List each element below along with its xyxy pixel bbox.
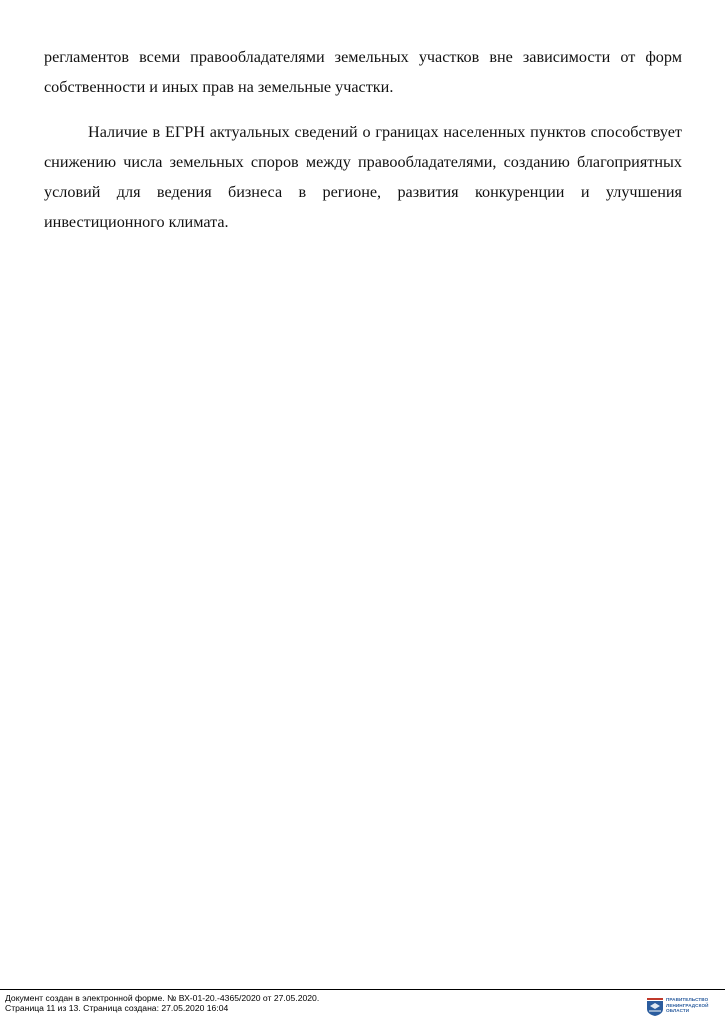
footer-document-info: Документ создан в электронной форме. № ВХ-01-20.-4365/2020 от 27.05.2020. (5, 993, 320, 1003)
logo-line-3: ОБЛАСТИ (666, 1008, 690, 1014)
paragraph-2: Наличие в ЕГРН актуальных сведений о границах населенных пунктов способствует снижению числа земельных споров между правообладателями, созданию благоприятных условий для ведения бизнеса в регионе, развития конкуренции и улучшения инвестиционного климата. (44, 123, 682, 231)
logo-text (666, 997, 709, 1014)
footer-page-info: Страница 11 из 13. Страница создана: 27.05.2020 16:04 (5, 1003, 229, 1013)
document-body (44, 42, 682, 237)
government-logo (647, 997, 723, 1019)
footer-divider (0, 989, 725, 990)
page-footer (0, 989, 725, 1024)
logo-line-2: ЛЕНИНГРАДСКОЙ (666, 1002, 709, 1008)
paragraph-1: регламентов всеми правообладателями земельных участков вне зависимости от форм собственности и иных прав на земельные участки. (44, 48, 682, 96)
logo-line-1: ПРАВИТЕЛЬСТВО (666, 997, 709, 1002)
footer-text (5, 993, 319, 1013)
coat-of-arms-icon (647, 998, 663, 1016)
